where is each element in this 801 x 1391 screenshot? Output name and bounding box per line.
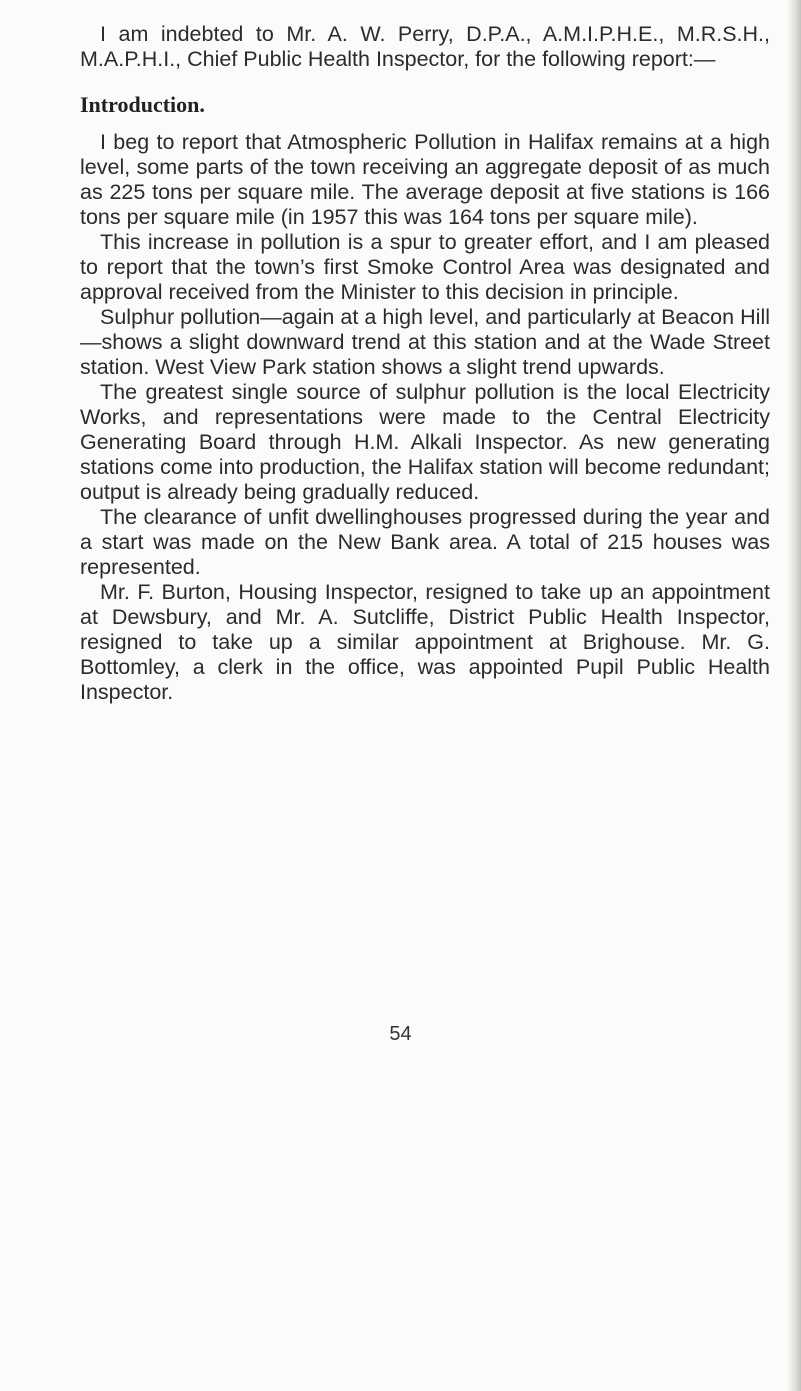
section-heading: Introduction. [80,92,205,117]
paragraph-electricity-works: The greatest single source of sulphur pollution is the local Electricity Works, and representations were made to the Central Electricity Generating Board through H.M. Alkali Inspector. As new generating stations come into production, the Halifax station will become redundant; output is already being gradually reduced. [80,380,770,504]
page-number: 54 [389,1023,412,1045]
document-page [80,22,770,705]
page-edge-shadow [787,0,801,1391]
paragraph-atmospheric-pollution: I beg to report that Atmospheric Pollution in Halifax remains at a high level, some parts of the town receiving an aggregate deposit of as much as 225 tons per square mile. The average deposit at five stations is 166 tons per square mile (in 1957 this was 164 tons per square mile). [80,130,770,229]
paragraph-smoke-control: This increase in pollution is a spur to greater effort, and I am pleased to report that the town’s first Smoke Control Area was designated and approval received from the Minister to this decision in principle. [80,230,770,304]
paragraph-staff-changes: Mr. F. Burton, Housing Inspector, resigned to take up an appointment at Dewsbury, and Mr. A. Sutcliffe, District Public Health Inspector, resigned to take up a similar appointment at Brighouse. Mr. G. Bottomley, a clerk in the office, was appointed Pupil Public Health Inspector. [80,580,770,704]
intro-paragraph: I am indebted to Mr. A. W. Perry, D.P.A., A.M.I.P.H.E., M.R.S.H., M.A.P.H.I., Chief Public Health Inspector, for the following report:— [80,22,770,71]
paragraph-clearance: The clearance of unfit dwellinghouses progressed during the year and a start was made on the New Bank area. A total of 215 houses was represented. [80,505,770,579]
paragraph-sulphur-pollution: Sulphur pollution—again at a high level, and particularly at Beacon Hill—shows a slight downward trend at this station and at the Wade Street station. West View Park station shows a slight trend upwards. [80,305,770,379]
